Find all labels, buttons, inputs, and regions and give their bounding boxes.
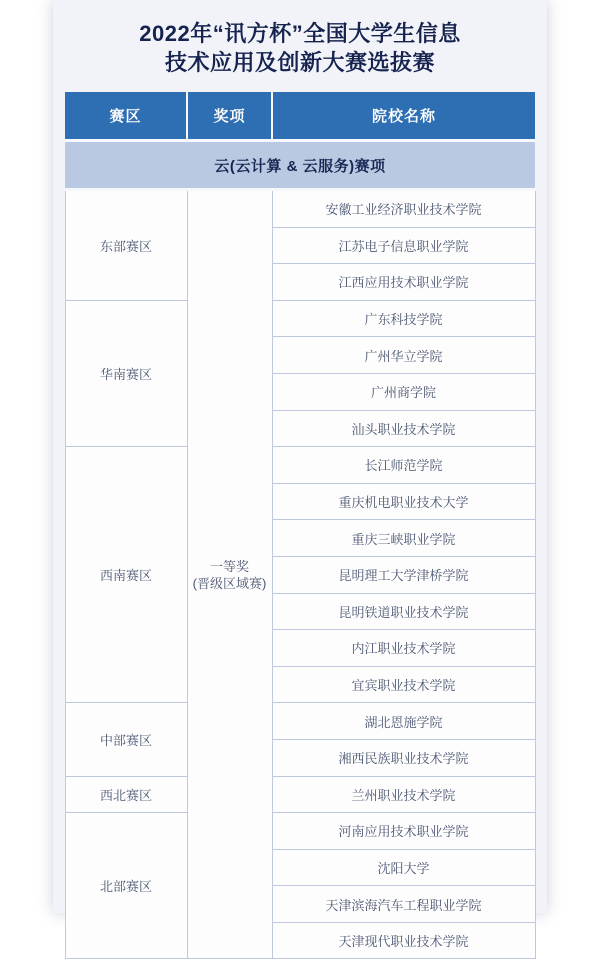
zone-cell: 西南赛区 bbox=[65, 447, 187, 703]
school-cell: 湘西民族职业技术学院 bbox=[272, 739, 535, 776]
school-cell: 江西应用技术职业学院 bbox=[272, 264, 535, 301]
results-table bbox=[65, 92, 536, 959]
school-cell: 天津滨海汽车工程职业学院 bbox=[272, 886, 535, 923]
table-row bbox=[65, 776, 535, 813]
school-cell: 沈阳大学 bbox=[272, 849, 535, 886]
header-row bbox=[65, 92, 535, 141]
school-cell: 兰州职业技术学院 bbox=[272, 776, 535, 813]
zone-cell: 西北赛区 bbox=[65, 776, 187, 813]
school-cell: 天津现代职业技术学院 bbox=[272, 922, 535, 959]
school-cell: 重庆机电职业技术大学 bbox=[272, 483, 535, 520]
school-cell: 湖北恩施学院 bbox=[272, 703, 535, 740]
table-row bbox=[65, 190, 535, 228]
school-cell: 重庆三峡职业学院 bbox=[272, 520, 535, 557]
school-cell: 江苏电子信息职业学院 bbox=[272, 227, 535, 264]
school-cell: 内江职业技术学院 bbox=[272, 630, 535, 667]
table-body bbox=[65, 141, 535, 959]
zone-cell: 北部赛区 bbox=[65, 813, 187, 959]
zone-cell: 东部赛区 bbox=[65, 190, 187, 301]
award-cell bbox=[187, 190, 272, 959]
school-cell: 广州华立学院 bbox=[272, 337, 535, 374]
zone-cell: 中部赛区 bbox=[65, 703, 187, 776]
table-row bbox=[65, 813, 535, 850]
award-line1: 一等奖 bbox=[209, 558, 249, 574]
table-row bbox=[65, 300, 535, 337]
section-row bbox=[65, 141, 535, 190]
column-header-zone: 赛区 bbox=[65, 92, 187, 141]
school-cell: 昆明铁道职业技术学院 bbox=[272, 593, 535, 630]
table-row bbox=[65, 447, 535, 484]
school-cell: 广东科技学院 bbox=[272, 300, 535, 337]
column-header-school: 院校名称 bbox=[272, 92, 535, 141]
page-title-line1: 2022年“讯方杯”全国大学生信息 bbox=[139, 21, 461, 46]
award-line2: (晋级区域赛) bbox=[192, 575, 267, 591]
table-header bbox=[65, 92, 535, 141]
zone-cell: 华南赛区 bbox=[65, 300, 187, 446]
school-cell: 广州商学院 bbox=[272, 373, 535, 410]
school-cell: 河南应用技术职业学院 bbox=[272, 813, 535, 850]
page-title-line2: 技术应用及创新大赛选拔赛 bbox=[164, 50, 435, 75]
table-row bbox=[65, 703, 535, 740]
page-title bbox=[61, 0, 539, 77]
column-header-award: 奖项 bbox=[187, 92, 272, 141]
school-cell: 汕头职业技术学院 bbox=[272, 410, 535, 447]
school-cell: 昆明理工大学津桥学院 bbox=[272, 556, 535, 593]
school-cell: 安徽工业经济职业技术学院 bbox=[272, 190, 535, 228]
school-cell: 宜宾职业技术学院 bbox=[272, 666, 535, 703]
school-cell: 长江师范学院 bbox=[272, 447, 535, 484]
section-header: 云(云计算 & 云服务)赛项 bbox=[65, 141, 535, 190]
page-column bbox=[53, 0, 547, 950]
